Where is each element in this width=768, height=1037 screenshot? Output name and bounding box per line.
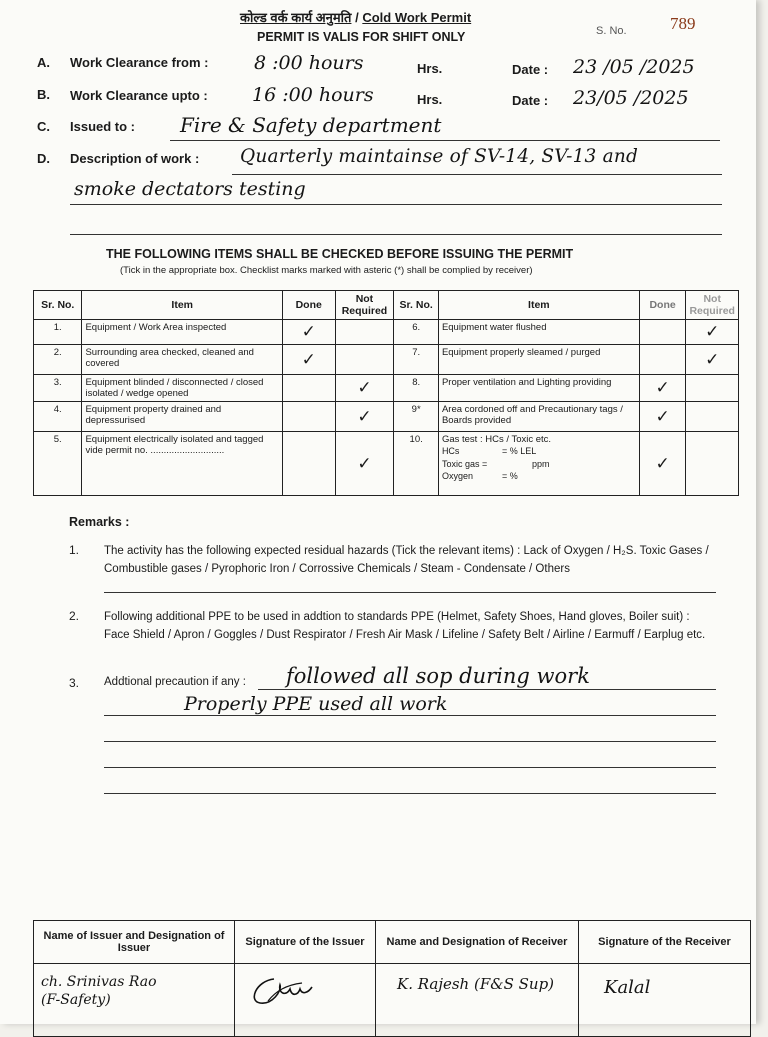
work-clearance-from-date: 23 /05 /2025 <box>573 56 695 78</box>
done-tick <box>639 345 686 375</box>
done-tick: ✓ <box>639 375 686 402</box>
not-required-tick: ✓ <box>686 320 739 345</box>
not-required-tick <box>686 375 739 402</box>
checklist-row: 1. Equipment / Work Area inspected ✓ 6. Equipment water flushed ✓ <box>34 320 739 345</box>
done-tick: ✓ <box>639 402 686 432</box>
remark-additional-ppe: Following additional PPE to be used in addtion to standards PPE (Helmet, Safety Shoes, Hand gloves, Boiler suit) : Face Shield / Apron / Goggles / Dust Respirator / Fresh Air Mask / Lifeline / Safety Belt / Airline / Earmuff / Earplug etc. <box>104 611 706 641</box>
additional-precaution-line-2: Properly PPE used all work <box>184 693 448 715</box>
not-required-tick: ✓ <box>335 402 394 432</box>
form-subtitle: PERMIT IS VALIS FOR SHIFT ONLY <box>257 30 466 44</box>
description-of-work-label: Description of work : <box>70 151 200 166</box>
not-required-tick: ✓ <box>686 345 739 375</box>
title-english: Cold Work Permit <box>362 10 472 25</box>
not-required-tick <box>686 402 739 432</box>
signature-table <box>33 920 751 1037</box>
done-tick: ✓ <box>282 320 335 345</box>
work-clearance-from-label: Work Clearance from : <box>70 55 209 70</box>
done-tick: ✓ <box>639 432 686 496</box>
issued-to-value: Fire & Safety department <box>180 113 442 137</box>
checklist-header-row: Sr. No. Item Done Not Required Sr. No. Item Done Not Required <box>34 291 739 320</box>
remarks-heading: Remarks : <box>69 515 130 529</box>
issued-to-label: Issued to : <box>70 119 136 134</box>
form-title: कोल्ड वर्क कार्य अनुमति / Cold Work Permit <box>240 10 472 25</box>
description-of-work-line-1: Quarterly maintainse of SV-14, SV-13 and <box>240 146 638 167</box>
signature-header-row: Name of Issuer and Designation of Issuer Signature of the Issuer Name and Designation of Receiver Signature of the Receiver <box>34 921 751 964</box>
not-required-tick: ✓ <box>335 432 394 496</box>
additional-precaution-line-1: followed all sop during work <box>286 664 590 688</box>
work-clearance-from-value: 8 :00 hours <box>254 52 364 74</box>
work-clearance-upto-label: Work Clearance upto : <box>70 88 208 103</box>
checklist-row: 3. Equipment blinded / disconnected / closed isolated / wedge opened ✓ 8. Proper ventilation and Lighting providing ✓ <box>34 375 739 402</box>
remark-residual-hazards: The activity has the following expected residual hazards (Tick the relevant items) : Lack of Oxygen / H₂S. Toxic Gases / Combustible gases / Pyrophoric Iron / Corrossive Chemicals / Steam - Condensate / Others <box>104 545 709 575</box>
not-required-tick <box>686 432 739 496</box>
signature-row <box>34 964 751 1037</box>
serial-number-value: 789 <box>670 14 696 33</box>
done-tick <box>282 432 335 496</box>
description-of-work-line-2: smoke dectators testing <box>74 178 306 200</box>
checklist-row: 5. Equipment electrically isolated and tagged vide permit no. ............................ ✓ 10. Gas test : HCs / Toxic etc. HCs = % LEL Toxic gas = ppm Oxygen = % ✓ <box>34 432 739 496</box>
checklist-row: 2. Surrounding area checked, cleaned and covered ✓ 7. Equipment properly sleamed / purged ✓ <box>34 345 739 375</box>
not-required-tick <box>335 345 394 375</box>
work-clearance-upto-value: 16 :00 hours <box>252 84 374 106</box>
permit-page: कोल्ड वर्क कार्य अनुमति / Cold Work Permit PERMIT IS VALIS FOR SHIFT ONLY S. No. 789 A. Work Clearance from : 8 :00 hours Hrs. Date : 23 /05 /2025 B. Work Clearance upto : 16 :00 hours Hrs. Date : 23/05 /2025 C. Issued to : Fire & Safety department D. Description of work : Quarterly maintainse of SV-14, SV-13 and smoke dectators testing THE FOLLOWING ITEMS SHALL BE CHECKED BEFORE ISSUING THE PERMIT (Tick in the appropriate box. Checklist marks marked with asteric (*) shall be complied by receiver) Sr. No. Item Done Not Required Sr. No. Item Done Not Required 1. Equipment / Work Area inspected ✓ 6. Equipment water flushed ✓ 2. Surrounding area checked, cleaned and covered ✓ 7. Equipment properly sleamed / purged ✓ 3. Equipment blinded / disconnected / closed isolated / wedge opened ✓ 8. Proper ventilation and Lighting providing ✓ 4. Equipment property drained and depressurised ✓ 9* Area cordoned off and Precautionary tags / Boards provided ✓ 5. Equipment electrically isolated and tagged vide permit no. ............................ ✓ 10. Gas test : HCs / Toxic etc. HCs = % LEL Toxic gas = ppm Oxygen = % ✓ Remarks : 1. The activity has the following expected residual hazards (Tick the relevant items) : Lack of Oxygen / H₂S. Toxic Gases / Combustible gases / Pyrophoric Iron / Corrossive Chemicals / Steam - Condensate / Others 2. Following additional PPE to be used in addtion to standards PPE (Helmet, Safety Shoes, Hand gloves, Boiler suit) : Face Shield / Apron / Goggles / Dust Respirator / Fresh Air Mask / Lifeline / Safety Belt / Airline / Earmuff / Earplug etc. 3. Addtional precaution if any : followed all sop during work Properly PPE used all work Name of Issuer and Designation of Issuer Signature of the Issuer Name and Designation of Receiver Signature of the Receiver ch. Srinivas Rao (F-Safety) K. Rajesh (F&S Sup) Kalal <box>0 0 756 1024</box>
done-tick <box>282 402 335 432</box>
done-tick: ✓ <box>282 345 335 375</box>
work-clearance-upto-date: 23/05 /2025 <box>573 87 689 109</box>
title-hindi: कोल्ड वर्क कार्य अनुमति <box>240 10 352 25</box>
issuer-signature <box>246 971 336 1011</box>
checklist-row: 4. Equipment property drained and depressurised ✓ 9* Area cordoned off and Precautionary tags / Boards provided ✓ <box>34 402 739 432</box>
issuer-name: ch. Srinivas Rao (F-Safety) <box>41 974 157 1008</box>
checklist-table <box>33 290 739 496</box>
additional-precaution-label: Addtional precaution if any : <box>104 676 246 688</box>
not-required-tick <box>335 320 394 345</box>
gas-test-readings: HCs = % LEL Toxic gas = ppm Oxygen = % <box>441 446 550 481</box>
checklist-note: (Tick in the appropriate box. Checklist marks marked with asteric (*) shall be complied by receiver) <box>120 265 533 276</box>
not-required-tick: ✓ <box>335 375 394 402</box>
receiver-name: K. Rajesh (F&S Sup) <box>397 975 555 993</box>
done-tick <box>639 320 686 345</box>
serial-number-label: S. No. <box>596 25 627 37</box>
checklist-heading: THE FOLLOWING ITEMS SHALL BE CHECKED BEFORE ISSUING THE PERMIT <box>106 247 574 261</box>
done-tick <box>282 375 335 402</box>
receiver-signature: Kalal <box>604 977 651 998</box>
